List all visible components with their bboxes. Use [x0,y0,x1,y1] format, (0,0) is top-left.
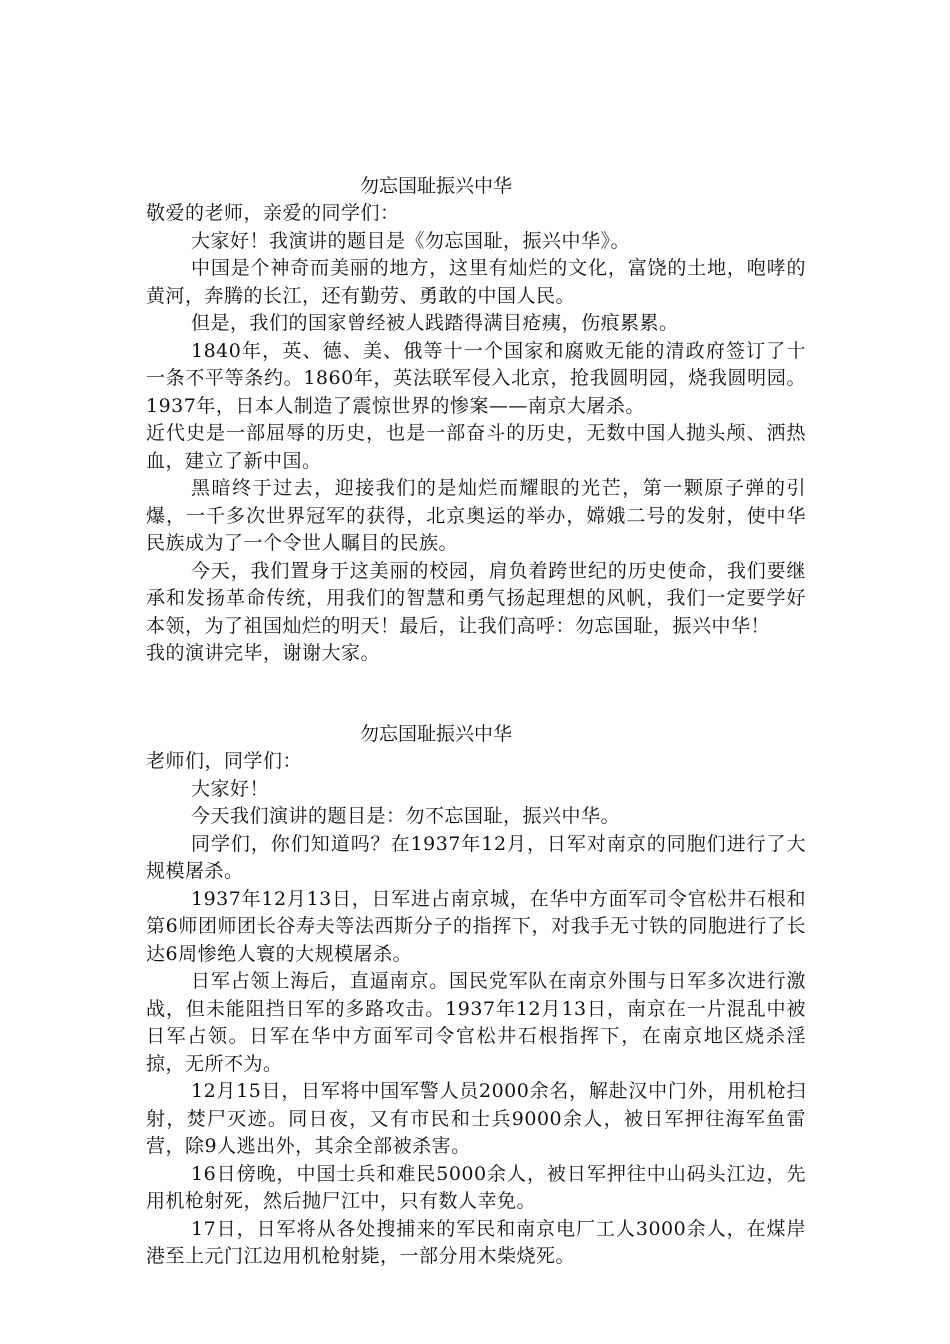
paragraph: 同学们，你们知道吗？在1937年12月，日军对南京的同胞们进行了大规模屠杀。 [146,832,806,882]
speech-1 [146,172,806,668]
speech-2-title: 勿忘国耻振兴中华 [359,723,512,745]
salutation: 敬爱的老师，亲爱的同学们： [146,202,400,224]
paragraph: 今天我们演讲的题目是：勿不忘国耻，振兴中华。 [191,805,621,827]
greeting: 大家好！我演讲的题目是《勿忘国耻，振兴中华》。 [191,229,631,252]
closing: 我的演讲完毕，谢谢大家。 [146,642,381,664]
paragraph: 黑暗终于过去，迎接我们的是灿烂而耀眼的光芒，第一颗原子弹的引爆，一千多次世界冠军的获得，北京奥运的举办，嫦娥二号的发射，使中华民族成为了一个令世人瞩目的民族。 [146,477,806,554]
paragraph: 中国是个神奇而美丽的地方，这里有灿烂的文化，富饶的土地，咆哮的黄河，奔腾的长江，还有勤劳、勇敢的中国人民。 [146,257,806,307]
paragraph: 16日傍晚，中国士兵和难民5000余人，被日军押往中山码头江边，先用机枪射死，然后抛尸江中，只有数人幸免。 [146,1162,806,1212]
paragraph: 17日，日军将从各处搜捕来的军民和南京电厂工人3000余人，在煤岸港至上元门江边用机枪射毙，一部分用木柴烧死。 [146,1217,806,1267]
speech-2 [146,720,806,1271]
paragraph: 日军占领上海后，直逼南京。国民党军队在南京外围与日军多次进行激战，但未能阻挡日军的多路攻击。1937年12月13日，南京在一片混乱中被日军占领。日军在华中方面军司令官松井石根指挥下，在南京地区烧杀淫掠，无所不为。 [146,970,806,1075]
paragraph: 1937年12月13日，日军进占南京城，在华中方面军司令官松井石根和第6师团师团长谷寿夫等法西斯分子的指挥下，对我手无寸铁的同胞进行了长达6周惨绝人寰的大规模屠杀。 [146,887,806,965]
greeting: 大家好！ [191,777,270,800]
paragraph: 1840年，英、德、美、俄等十一个国家和腐败无能的清政府签订了十一条不平等条约。1860年，英法联军侵入北京，抢我圆明园，烧我圆明园。1937年，日本人制造了震惊世界的惨案——南京大屠杀。 [146,339,806,417]
paragraph: 近代史是一部屈辱的历史，也是一部奋斗的历史，无数中国人抛头颅、洒热血，建立了新中国。 [146,422,806,472]
speech-1-title: 勿忘国耻振兴中华 [359,175,512,197]
paragraph: 今天，我们置身于这美丽的校园，肩负着跨世纪的历史使命，我们要继承和发扬革命传统，用我们的智慧和勇气扬起理想的风帆，我们一定要学好本领，为了祖国灿烂的明天！最后，让我们高呼：勿忘国耻，振兴中华！ [146,559,806,637]
paragraph: 12月15日，日军将中国军警人员2000余名，解赴汉中门外，用机枪扫射，焚尸灭迹。同日夜，又有市民和士兵9000余人，被日军押往海军鱼雷营，除9人逃出外，其余全部被杀害。 [146,1080,806,1157]
salutation: 老师们，同学们： [146,750,303,772]
paragraph: 但是，我们的国家曾经被人践踏得满目疮痍，伤痕累累。 [191,312,679,334]
